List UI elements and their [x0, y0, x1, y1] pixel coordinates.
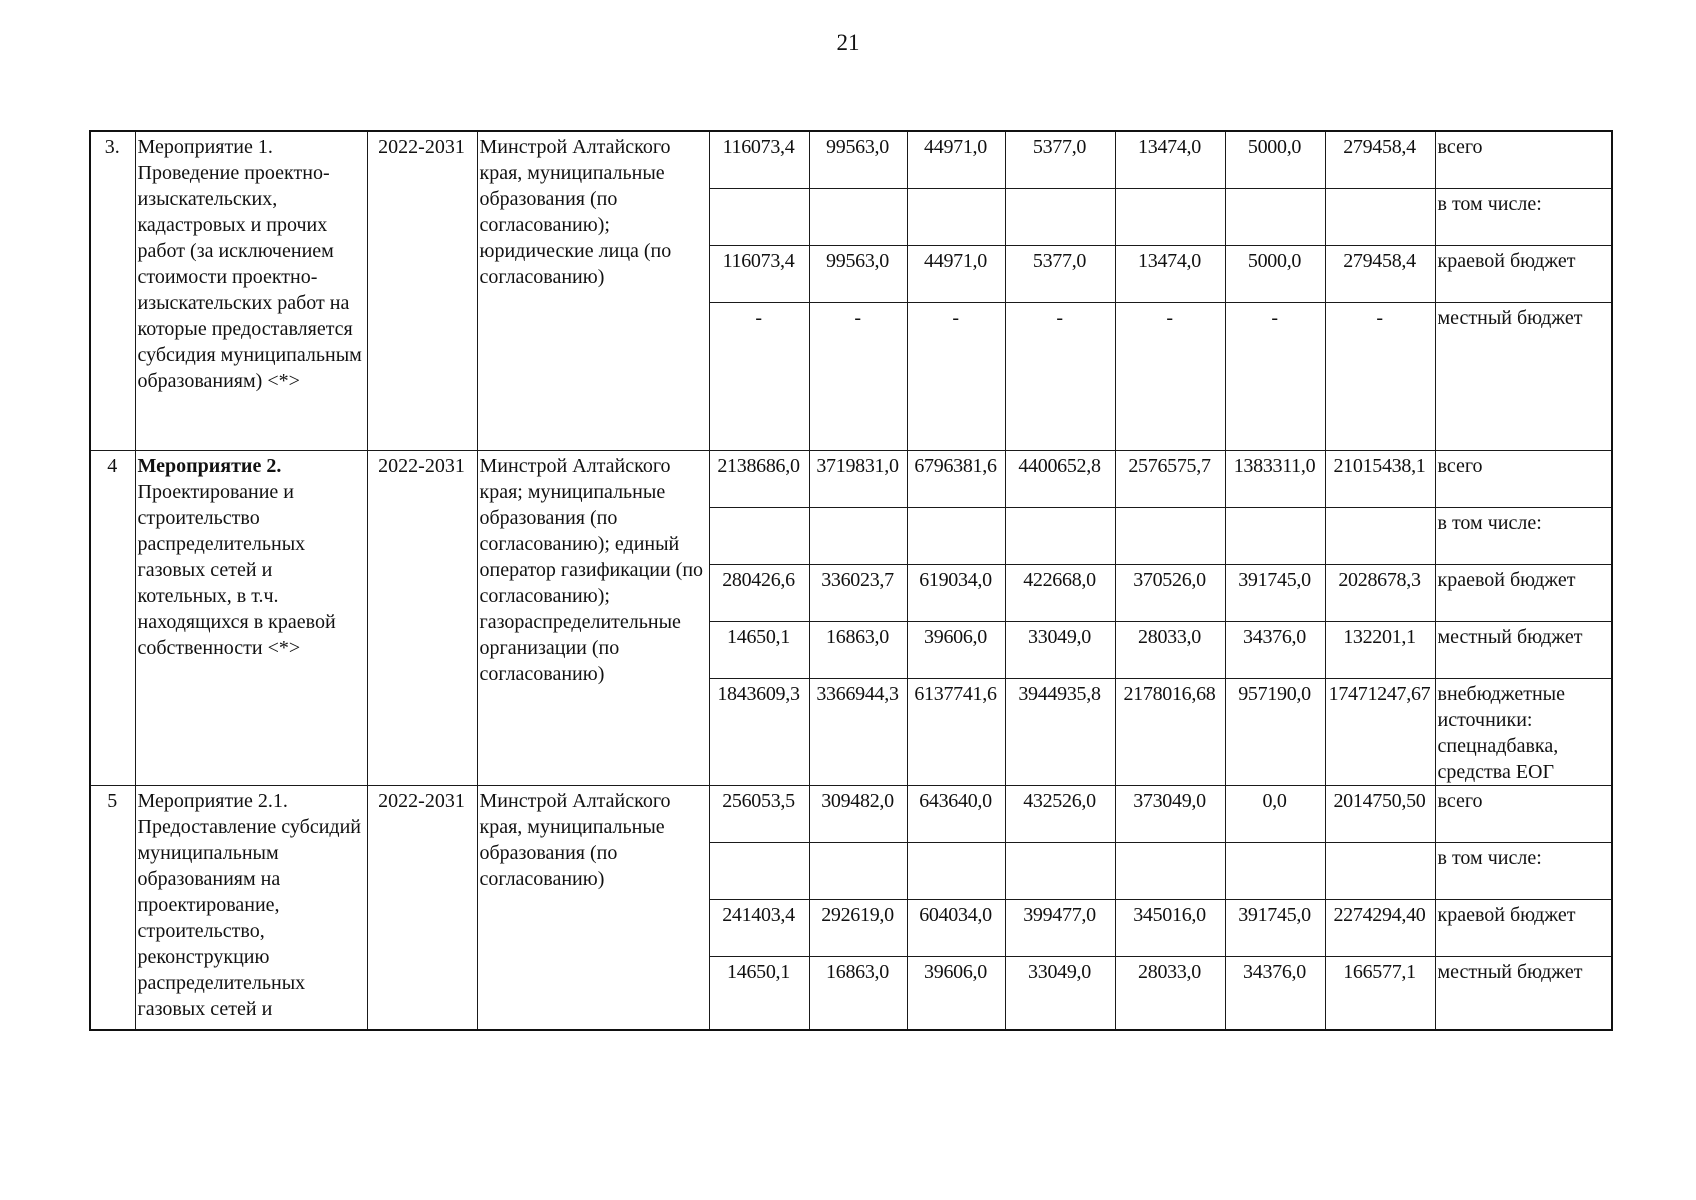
activity-title-bold: Мероприятие 2.	[137, 454, 282, 477]
funding-source: всего	[1435, 785, 1612, 842]
funding-value: 39606,0	[907, 621, 1005, 678]
table-row	[90, 450, 1612, 507]
funding-value: 6137741,6	[907, 678, 1005, 785]
funding-value: 2028678,3	[1325, 564, 1435, 621]
funding-value: 5377,0	[1005, 131, 1115, 188]
activity-description: Мероприятие 2.1. Предоставление субсидий муниципальным образованиям на проектирование, строительство, реконструкцию распределительных газовых сетей и	[137, 789, 361, 1020]
funding-value: 2576575,7	[1115, 450, 1225, 507]
funding-source: в том числе:	[1435, 507, 1612, 564]
executor: Минстрой Алтайского края; муниципальные образования (по согласованию); единый оператор газификации (по согласованию); газораспределительные организации (по согласованию)	[477, 450, 709, 785]
funding-value: 13474,0	[1115, 131, 1225, 188]
funding-value: 280426,6	[709, 564, 809, 621]
funding-value: 3944935,8	[1005, 678, 1115, 785]
table-row	[90, 131, 1612, 188]
activity-name	[135, 450, 367, 785]
funding-value: 99563,0	[809, 131, 907, 188]
funding-value: 1383311,0	[1225, 450, 1325, 507]
funding-value: 132201,1	[1325, 621, 1435, 678]
funding-value: 44971,0	[907, 131, 1005, 188]
funding-value: 3719831,0	[809, 450, 907, 507]
period: 2022-2031	[367, 785, 477, 1030]
row-number: 5	[90, 785, 135, 1030]
funding-value: 292619,0	[809, 899, 907, 956]
funding-value: 33049,0	[1005, 956, 1115, 1030]
funding-source: всего	[1435, 450, 1612, 507]
funding-value: 17471247,67	[1325, 678, 1435, 785]
funding-value: 34376,0	[1225, 956, 1325, 1030]
funding-value: 13474,0	[1115, 245, 1225, 302]
funding-value	[1005, 842, 1115, 899]
funding-value: 16863,0	[809, 621, 907, 678]
funding-value: 28033,0	[1115, 621, 1225, 678]
activity-description: Мероприятие 1. Проведение проектно-изыскательских, кадастровых и прочих работ (за исключением стоимости проектно-изыскательских работ на которые предоставляется субсидия муниципальным образованиям) <*>	[137, 136, 362, 392]
funding-value: 370526,0	[1115, 564, 1225, 621]
activity-description: Проектирование и строительство распределительных газовых сетей и котельных, в т.ч. находящихся в краевой собственности <*>	[137, 480, 336, 659]
funding-value: 422668,0	[1005, 564, 1115, 621]
funding-value	[1325, 507, 1435, 564]
funding-value	[1225, 842, 1325, 899]
funding-value: -	[1225, 302, 1325, 450]
funding-source: в том числе:	[1435, 188, 1612, 245]
funding-value: 39606,0	[907, 956, 1005, 1030]
funding-value: 4400652,8	[1005, 450, 1115, 507]
funding-value	[1115, 507, 1225, 564]
funding-value: 619034,0	[907, 564, 1005, 621]
funding-value: 957190,0	[1225, 678, 1325, 785]
funding-value	[1225, 188, 1325, 245]
funding-source: краевой бюджет	[1435, 899, 1612, 956]
funding-value: 33049,0	[1005, 621, 1115, 678]
funding-source: внебюджетные источники: спецнадбавка, средства ЕОГ	[1435, 678, 1612, 785]
funding-value	[1005, 188, 1115, 245]
funding-source: краевой бюджет	[1435, 245, 1612, 302]
funding-value: 336023,7	[809, 564, 907, 621]
funding-value: 399477,0	[1005, 899, 1115, 956]
funding-value: 391745,0	[1225, 899, 1325, 956]
funding-value	[1325, 842, 1435, 899]
funding-value	[709, 507, 809, 564]
funding-value: 14650,1	[709, 621, 809, 678]
funding-value: 3366944,3	[809, 678, 907, 785]
funding-value	[809, 842, 907, 899]
program-table	[89, 130, 1613, 1031]
period: 2022-2031	[367, 450, 477, 785]
funding-value	[1115, 188, 1225, 245]
period: 2022-2031	[367, 131, 477, 450]
funding-value	[1115, 842, 1225, 899]
activity-name	[135, 785, 367, 1030]
funding-value: 2138686,0	[709, 450, 809, 507]
funding-value: 604034,0	[907, 899, 1005, 956]
funding-value: 345016,0	[1115, 899, 1225, 956]
funding-value: 28033,0	[1115, 956, 1225, 1030]
funding-value: 116073,4	[709, 245, 809, 302]
funding-value: 643640,0	[907, 785, 1005, 842]
funding-value: -	[709, 302, 809, 450]
funding-value: 44971,0	[907, 245, 1005, 302]
funding-source: в том числе:	[1435, 842, 1612, 899]
funding-value: 6796381,6	[907, 450, 1005, 507]
executor: Минстрой Алтайского края, муниципальные образования (по согласованию); юридические лица (по согласованию)	[477, 131, 709, 450]
funding-source: местный бюджет	[1435, 956, 1612, 1030]
funding-value: -	[1115, 302, 1225, 450]
funding-value: 116073,4	[709, 131, 809, 188]
funding-value: 432526,0	[1005, 785, 1115, 842]
funding-value: 279458,4	[1325, 245, 1435, 302]
row-number: 4	[90, 450, 135, 785]
funding-value	[1325, 188, 1435, 245]
funding-source: местный бюджет	[1435, 302, 1612, 450]
funding-value	[709, 188, 809, 245]
table-row	[90, 785, 1612, 842]
funding-value: 99563,0	[809, 245, 907, 302]
funding-value: -	[1325, 302, 1435, 450]
funding-value: 391745,0	[1225, 564, 1325, 621]
funding-value	[907, 842, 1005, 899]
funding-value: 16863,0	[809, 956, 907, 1030]
funding-value	[907, 188, 1005, 245]
funding-value: 166577,1	[1325, 956, 1435, 1030]
funding-value: 5000,0	[1225, 131, 1325, 188]
funding-value: 1843609,3	[709, 678, 809, 785]
executor: Минстрой Алтайского края, муниципальные образования (по согласованию)	[477, 785, 709, 1030]
funding-value: 14650,1	[709, 956, 809, 1030]
funding-value: 373049,0	[1115, 785, 1225, 842]
funding-value: 256053,5	[709, 785, 809, 842]
funding-value: 2014750,50	[1325, 785, 1435, 842]
funding-value	[1005, 507, 1115, 564]
funding-value: 2178016,68	[1115, 678, 1225, 785]
funding-value: 279458,4	[1325, 131, 1435, 188]
activity-name	[135, 131, 367, 450]
funding-value	[809, 507, 907, 564]
funding-value: 34376,0	[1225, 621, 1325, 678]
funding-value: 5377,0	[1005, 245, 1115, 302]
funding-value	[907, 507, 1005, 564]
funding-value: 2274294,40	[1325, 899, 1435, 956]
funding-source: всего	[1435, 131, 1612, 188]
page-number: 21	[836, 30, 860, 55]
funding-value	[1225, 507, 1325, 564]
funding-value: -	[809, 302, 907, 450]
funding-value	[809, 188, 907, 245]
funding-value: 5000,0	[1225, 245, 1325, 302]
funding-value	[709, 842, 809, 899]
row-number: 3.	[90, 131, 135, 450]
funding-value: 241403,4	[709, 899, 809, 956]
funding-value: -	[1005, 302, 1115, 450]
funding-source: местный бюджет	[1435, 621, 1612, 678]
funding-value: 21015438,1	[1325, 450, 1435, 507]
funding-value: 0,0	[1225, 785, 1325, 842]
funding-value: 309482,0	[809, 785, 907, 842]
funding-source: краевой бюджет	[1435, 564, 1612, 621]
funding-value: -	[907, 302, 1005, 450]
